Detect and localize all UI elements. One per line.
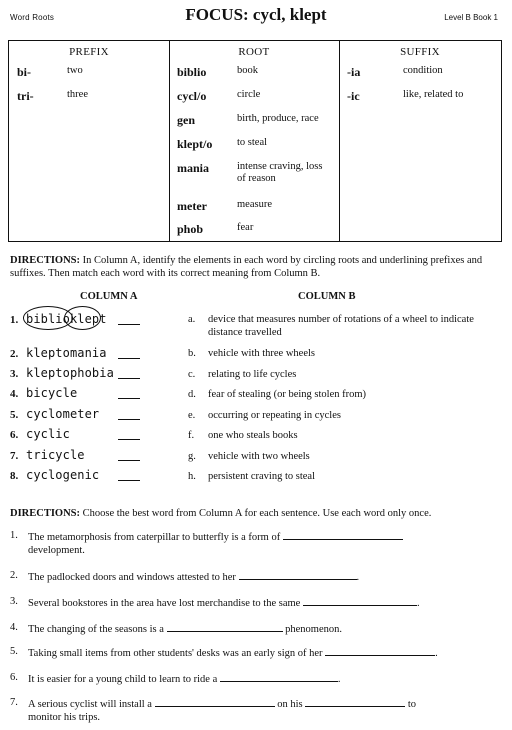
column-b-meaning	[188, 470, 478, 483]
sentence-number: 6.	[10, 672, 18, 683]
answer-blank[interactable]	[118, 427, 140, 440]
column-b-heading: COLUMN B	[298, 291, 356, 302]
page-title: FOCUS: cycl, klept	[185, 5, 327, 24]
meaning-text: fear of stealing (or being stolen from)	[208, 389, 367, 400]
sentence-text: The metamorphosis from caterpillar to butterfly is a form of development.	[28, 529, 500, 557]
word-text: kleptophobia	[26, 366, 114, 380]
sentence-text: The padlocked doors and windows attested to her .	[28, 569, 500, 584]
word-number: 2.	[10, 348, 19, 360]
answer-blank[interactable]	[118, 386, 140, 399]
column-b-meaning	[188, 313, 478, 339]
directions-sentences	[10, 507, 498, 520]
directions-matching	[10, 254, 498, 280]
column-a-word	[10, 448, 85, 464]
word-parts-table	[8, 40, 502, 242]
word-text: bicycle	[26, 386, 78, 400]
meaning-letter: d.	[188, 389, 196, 400]
column-a-word	[10, 386, 77, 402]
root-meaning: fear	[237, 222, 254, 233]
answer-blank[interactable]	[220, 671, 338, 682]
answer-blank[interactable]	[118, 407, 140, 420]
answer-blank[interactable]	[118, 366, 140, 379]
meaning-text: device that measures number of rotations of a wheel to indicate distance travelled	[208, 314, 474, 338]
meaning-letter: e.	[188, 410, 196, 421]
prefix-term: bi-	[17, 65, 32, 79]
word-number: 3.	[10, 368, 19, 380]
sentence-text: It is easier for a young child to learn to ride a .	[28, 671, 500, 686]
column-a-word	[10, 366, 114, 382]
root-term: klept/o	[177, 137, 213, 151]
answer-blank[interactable]	[118, 312, 140, 325]
word-number: 1.	[10, 314, 19, 326]
word-text: cyclogenic	[26, 468, 100, 482]
answer-blank[interactable]	[155, 696, 275, 707]
meaning-letter: c.	[188, 369, 196, 380]
root-meaning: book	[237, 65, 258, 76]
root-meaning: to steal	[237, 137, 268, 148]
word-text: cyclic	[26, 427, 70, 441]
sentence-number: 2.	[10, 570, 18, 581]
answer-blank[interactable]	[305, 696, 405, 707]
sentence-number: 4.	[10, 622, 18, 633]
answer-blank[interactable]	[325, 645, 435, 656]
prefix-meaning: two	[67, 65, 83, 76]
sentence-text: Taking small items from other students' desks was an early sign of her .	[28, 645, 500, 660]
word-number: 4.	[10, 388, 19, 400]
answer-blank[interactable]	[167, 621, 283, 632]
root-meaning: birth, produce, race	[237, 113, 319, 124]
answer-blank[interactable]	[303, 595, 417, 606]
word-text: tricycle	[26, 448, 85, 462]
meaning-letter: g.	[188, 451, 196, 462]
sentence-number: 5.	[10, 646, 18, 657]
root-meaning: intense craving, loss of reason	[237, 161, 323, 184]
root-term: cycl/o	[177, 89, 207, 103]
directions-text: In Column A, identify the elements in each word by circling roots and underlining prefixes and suffixes. Then match each word with its correct meaning from Column B.	[10, 255, 483, 279]
meaning-letter: a.	[188, 314, 196, 325]
root-term: meter	[177, 199, 207, 213]
answer-blank[interactable]	[118, 346, 140, 359]
directions-text: Choose the best word from Column A for each sentence. Use each word only once.	[80, 508, 432, 519]
root-column	[169, 41, 340, 241]
word-text: kleptomania	[26, 346, 107, 360]
answer-blank[interactable]	[239, 569, 357, 580]
sentence-text: A serious cyclist will install a on his to monitor his trips.	[28, 696, 500, 724]
meaning-text: one who steals books	[208, 430, 298, 441]
meaning-text: occurring or repeating in cycles	[208, 410, 341, 421]
sentence-text: Several bookstores in the area have lost merchandise to the same .	[28, 595, 500, 610]
prefix-column	[9, 41, 170, 241]
column-a-word	[10, 427, 70, 443]
answer-blank[interactable]	[283, 529, 403, 540]
column-a-word	[10, 468, 99, 484]
prefix-heading: PREFIX	[69, 46, 109, 58]
column-b-meaning	[188, 429, 478, 442]
answer-blank[interactable]	[118, 468, 140, 481]
directions-label: DIRECTIONS:	[10, 255, 81, 266]
meaning-text: vehicle with two wheels	[208, 451, 310, 462]
directions-label: DIRECTIONS:	[10, 508, 81, 519]
word-number: 5.	[10, 409, 19, 421]
sentence-number: 1.	[10, 530, 18, 541]
suffix-term: -ic	[347, 89, 360, 103]
suffix-meaning: condition	[403, 65, 443, 76]
column-a-word	[10, 407, 99, 423]
root-meaning: circle	[237, 89, 261, 100]
word-text: biblioklept	[26, 312, 107, 326]
answer-blank[interactable]	[118, 448, 140, 461]
meaning-letter: b.	[188, 348, 196, 359]
meaning-text: vehicle with three wheels	[208, 348, 315, 359]
column-a-heading: COLUMN A	[80, 291, 138, 302]
prefix-meaning: three	[67, 89, 88, 100]
column-b-meaning	[188, 368, 478, 381]
column-b-meaning	[188, 347, 478, 360]
sentence-text: The changing of the seasons is a phenomenon.	[28, 621, 500, 636]
word-number: 6.	[10, 429, 19, 441]
meaning-text: persistent craving to steal	[208, 471, 316, 482]
column-a-word	[10, 346, 107, 362]
root-term: mania	[177, 161, 210, 175]
meaning-letter: f.	[188, 430, 195, 441]
suffix-heading: SUFFIX	[400, 46, 440, 58]
word-text: cyclometer	[26, 407, 100, 421]
column-b-meaning	[188, 388, 478, 401]
suffix-column	[339, 41, 501, 241]
meaning-text: relating to life cycles	[208, 369, 297, 380]
meaning-letter: h.	[188, 471, 196, 482]
prefix-term: tri-	[17, 89, 34, 103]
column-b-meaning	[188, 450, 478, 463]
word-number: 8.	[10, 470, 19, 482]
root-term: phob	[177, 222, 204, 236]
column-b-meaning	[188, 409, 478, 422]
sentence-number: 7.	[10, 697, 18, 708]
word-number: 7.	[10, 450, 19, 462]
header-subject: Word Roots	[10, 13, 55, 22]
header-level: Level B Book 1	[444, 13, 498, 22]
root-term: gen	[177, 113, 195, 127]
suffix-meaning: like, related to	[403, 89, 464, 100]
root-heading: ROOT	[238, 46, 270, 58]
suffix-term: -ia	[347, 65, 361, 79]
sentence-number: 3.	[10, 596, 18, 607]
root-circle-klept	[64, 306, 101, 330]
root-meaning: measure	[237, 199, 272, 210]
root-term: biblio	[177, 65, 207, 79]
